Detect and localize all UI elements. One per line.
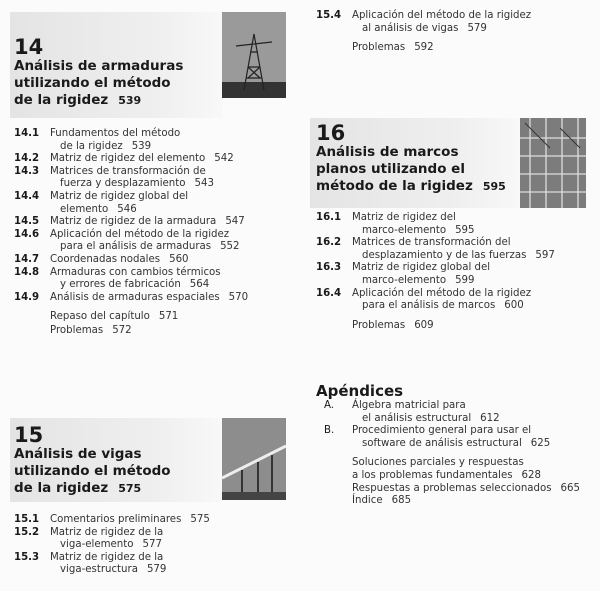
entry-page: 560 (169, 253, 189, 265)
toc-entry (316, 10, 596, 35)
entry-page: 575 (190, 514, 210, 525)
entry-text: Armaduras con cambios térmicos (50, 266, 221, 278)
toc-extra-entry (14, 311, 294, 324)
toc-entry (14, 514, 294, 527)
chapter-number: 14 (14, 35, 44, 59)
entry-number: A. (324, 400, 335, 411)
entry-text: al análisis de vigas (362, 22, 459, 34)
entry-page: 572 (112, 324, 132, 336)
toc-entry (14, 254, 294, 267)
chapter-page: 595 (482, 180, 506, 193)
entry-number: 14.9 (14, 291, 40, 303)
entry-number: 14.8 (14, 266, 40, 278)
entry-number: 14.5 (14, 216, 40, 228)
entry-text: Matrices de transformación del (352, 237, 511, 249)
entry-number: 15.4 (316, 10, 342, 21)
toc-entry (14, 166, 294, 191)
entry-text: de la rigidez (60, 140, 123, 152)
chapter-15-entries (14, 514, 294, 577)
entry-page: 685 (391, 495, 412, 507)
entry-page: 564 (189, 279, 210, 291)
toc-extra-entry (316, 320, 596, 333)
entry-page: 577 (142, 539, 162, 551)
entry-text: Aplicación del método de la rigidez (352, 287, 532, 299)
entry-text: Matrices de transformación de (50, 165, 206, 177)
entry-page: 597 (535, 249, 555, 261)
entry-text: Matriz de rigidez de la (50, 526, 164, 538)
entry-number: 16.3 (316, 262, 342, 274)
toc-entry (14, 267, 294, 292)
entry-text: Fundamentos del método (50, 128, 181, 139)
entry-number: 16.1 (316, 212, 342, 223)
entry-page: 579 (467, 22, 487, 34)
entry-page: 595 (455, 224, 475, 236)
entry-text: Matriz de rigidez del (352, 212, 456, 223)
toc-entry (14, 527, 294, 552)
entry-page: 571 (158, 311, 179, 323)
toc-entry (316, 262, 596, 287)
transmission-tower-photo (222, 12, 286, 98)
toc-extra-entry (316, 42, 596, 55)
chapter-16-entries (316, 212, 596, 332)
entry-text: Respuestas a problemas seleccionados (352, 482, 552, 494)
toc-entry (14, 128, 294, 153)
entry-text: Aplicación del método de la rigidez (352, 10, 532, 21)
entry-text: el análisis estructural (362, 412, 472, 424)
entry-page: 600 (504, 300, 524, 312)
toc-entry (316, 400, 600, 425)
entry-text: Aplicación del método de la rigidez (50, 228, 230, 240)
entry-text: Matriz de rigidez de la (50, 551, 164, 563)
entry-page: 592 (414, 42, 434, 54)
chapter-14-heading (14, 36, 183, 109)
entry-number: 15.1 (14, 514, 40, 525)
entry-text: Problemas (352, 319, 406, 331)
entry-page: 599 (455, 274, 475, 286)
entry-page: 612 (480, 412, 500, 424)
entry-text: software de análisis estructural (362, 437, 522, 449)
toc-entry (316, 425, 600, 450)
entry-page: 547 (225, 216, 245, 228)
entry-number: 16.4 (316, 287, 342, 299)
toc-entry (14, 191, 294, 216)
entry-text: a los problemas fundamentales (352, 469, 513, 481)
entry-text: Índice (352, 495, 383, 507)
toc-extra-entry (14, 325, 294, 338)
chapter-title-line: planos utilizando el (316, 161, 465, 177)
entry-text: Problemas (50, 324, 104, 336)
entry-text: Soluciones parciales y respuestas (352, 457, 524, 469)
entry-text: Análisis de armaduras espaciales (50, 291, 220, 303)
toc-entry (316, 288, 596, 313)
chapter-title-line: de la rigidez (14, 480, 109, 496)
building-frame-photo (520, 118, 586, 208)
toc-extra-entry (316, 483, 600, 496)
appendices-section (316, 382, 600, 508)
entry-number: 14.4 (14, 190, 40, 202)
entry-number: 16.2 (316, 237, 342, 249)
entry-page: 628 (521, 469, 541, 481)
entry-text: y errores de fabricación (60, 279, 181, 291)
bridge-photo (222, 418, 286, 500)
entry-page: 609 (414, 319, 434, 331)
toc-entry (14, 229, 294, 254)
chapter-title-line: método de la rigidez (316, 178, 473, 194)
chapter-number: 16 (316, 121, 346, 145)
toc-extra-entry (316, 457, 600, 482)
toc-entry (14, 552, 294, 577)
entry-text: fuerza y desplazamiento (60, 178, 186, 190)
chapter-page: 539 (118, 94, 142, 107)
entry-page: 546 (117, 203, 137, 215)
chapter-title-line: utilizando el método (14, 75, 171, 91)
entry-text: elemento (60, 203, 109, 215)
entry-number: 14.6 (14, 228, 40, 240)
entry-text: desplazamiento y de las fuerzas (362, 249, 527, 261)
entry-number: 14.3 (14, 165, 40, 177)
toc-entry (14, 216, 294, 229)
toc-entry (316, 237, 596, 262)
entry-number: 15.2 (14, 526, 40, 538)
entry-page: 543 (194, 178, 214, 190)
entry-number: 15.3 (14, 551, 40, 563)
entry-page: 579 (146, 564, 167, 576)
entry-text: Procedimiento general para usar el (352, 425, 532, 437)
chapter-title-line: Análisis de marcos (316, 144, 459, 160)
entry-number: 14.7 (14, 253, 40, 265)
entry-text: Matriz de rigidez de la armadura (50, 216, 217, 228)
entry-page: 542 (214, 153, 234, 165)
chapter-title-line: utilizando el método (14, 463, 171, 479)
entry-number: 14.1 (14, 128, 40, 139)
entry-text: Matriz de rigidez global del (352, 262, 491, 274)
chapter-title-line: Análisis de armaduras (14, 58, 184, 74)
entry-text: marco-elemento (362, 274, 447, 286)
entry-text: Álgebra matricial para (352, 400, 466, 411)
chapter-14-entries (14, 128, 294, 338)
entry-text: Matriz de rigidez global del (50, 190, 189, 202)
chapter-15-continued-entries (316, 10, 596, 55)
entry-text: para el análisis de marcos (362, 300, 496, 312)
chapter-15-heading (14, 424, 171, 497)
entry-text: Problemas (352, 42, 406, 54)
entry-text: Comentarios preliminares (50, 514, 182, 525)
toc-entry (14, 153, 294, 166)
entry-text: marco-elemento (362, 224, 447, 236)
chapter-title-line: de la rigidez (14, 92, 109, 108)
entry-text: para el análisis de armaduras (60, 241, 212, 253)
chapter-page: 575 (118, 482, 142, 495)
toc-extra-entry (316, 495, 600, 508)
chapter-title-line: Análisis de vigas (14, 446, 142, 462)
entry-text: viga-elemento (60, 539, 134, 551)
entry-text: Coordenadas nodales (50, 253, 161, 265)
entry-page: 665 (560, 482, 580, 494)
chapter-number: 15 (14, 423, 44, 447)
entry-page: 552 (220, 241, 240, 253)
entry-number: B. (324, 425, 335, 437)
entry-text: viga-estructura (60, 564, 138, 576)
appendices-title: Apéndices (316, 382, 404, 400)
entry-number: 14.2 (14, 153, 40, 165)
entry-page: 539 (131, 140, 152, 152)
entry-page: 570 (228, 291, 249, 303)
toc-entry (14, 292, 294, 305)
entry-page: 625 (530, 437, 551, 449)
entry-text: Repaso del capítulo (50, 311, 150, 323)
entry-text: Matriz de rigidez del elemento (50, 153, 206, 165)
chapter-16-heading (316, 122, 506, 195)
toc-entry (316, 212, 596, 237)
